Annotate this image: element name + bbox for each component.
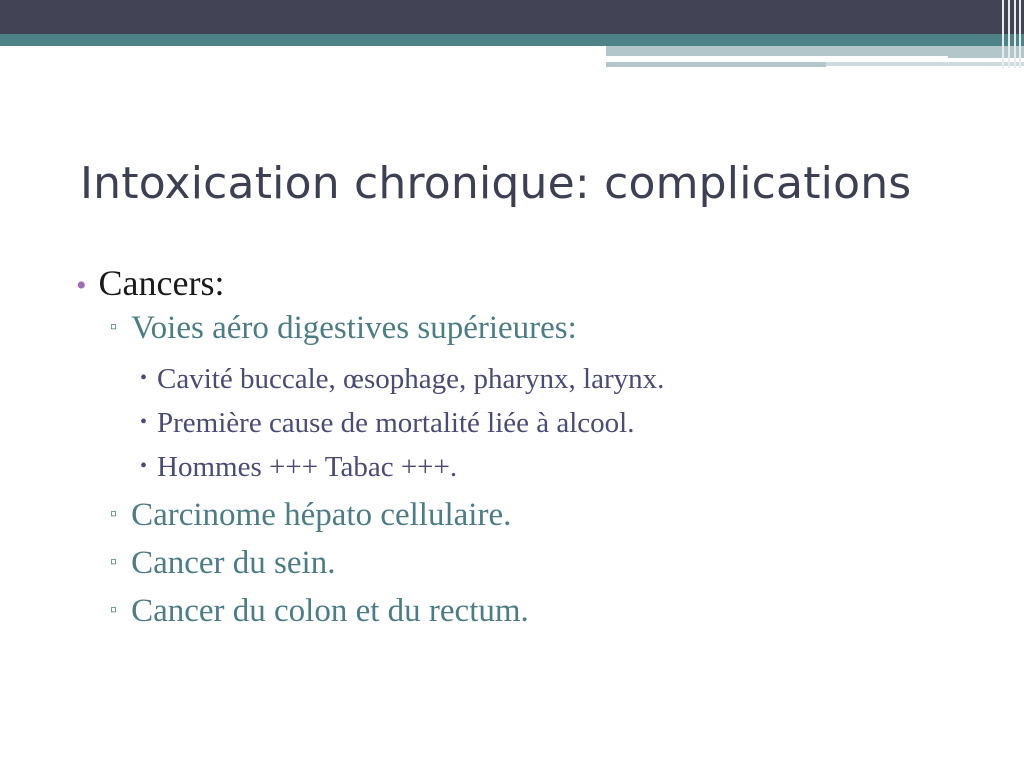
bullet-text: Carcinome hépato cellulaire.: [131, 497, 512, 533]
bullet-level3: [140, 451, 457, 484]
bullet-level2: [110, 497, 511, 534]
slide-title: Intoxication chronique: complications: [80, 158, 912, 209]
bullet-dot-icon: •: [140, 367, 148, 389]
bullet-dot-icon: •: [140, 411, 148, 433]
bullet-text: Voies aéro digestives supérieures:: [131, 310, 577, 346]
bullet-text: Première cause de mortalité liée à alcool.: [157, 407, 635, 439]
bullet-text: Hommes +++ Tabac +++.: [157, 451, 458, 483]
bullet-level2: [110, 593, 529, 630]
bullet-text: Cancer du sein.: [131, 545, 336, 581]
bullet-level2: [110, 310, 577, 347]
bullet-level3: [140, 407, 634, 440]
bullet-square-icon: ▫: [110, 599, 118, 621]
bullet-level1: [76, 262, 224, 304]
bullet-square-icon: ▫: [110, 316, 118, 338]
bullet-text: Cancers:: [98, 263, 225, 303]
bullet-level3: [140, 363, 664, 396]
bullet-dot-icon: •: [140, 455, 148, 477]
bullet-dot-icon: •: [76, 269, 87, 302]
bullet-level2: [110, 545, 335, 582]
bullet-text: Cavité buccale, œsophage, pharynx, larynx.: [157, 363, 665, 395]
bullet-text: Cancer du colon et du rectum.: [131, 593, 529, 629]
bullet-square-icon: ▫: [110, 503, 118, 525]
bullet-square-icon: ▫: [110, 551, 118, 573]
